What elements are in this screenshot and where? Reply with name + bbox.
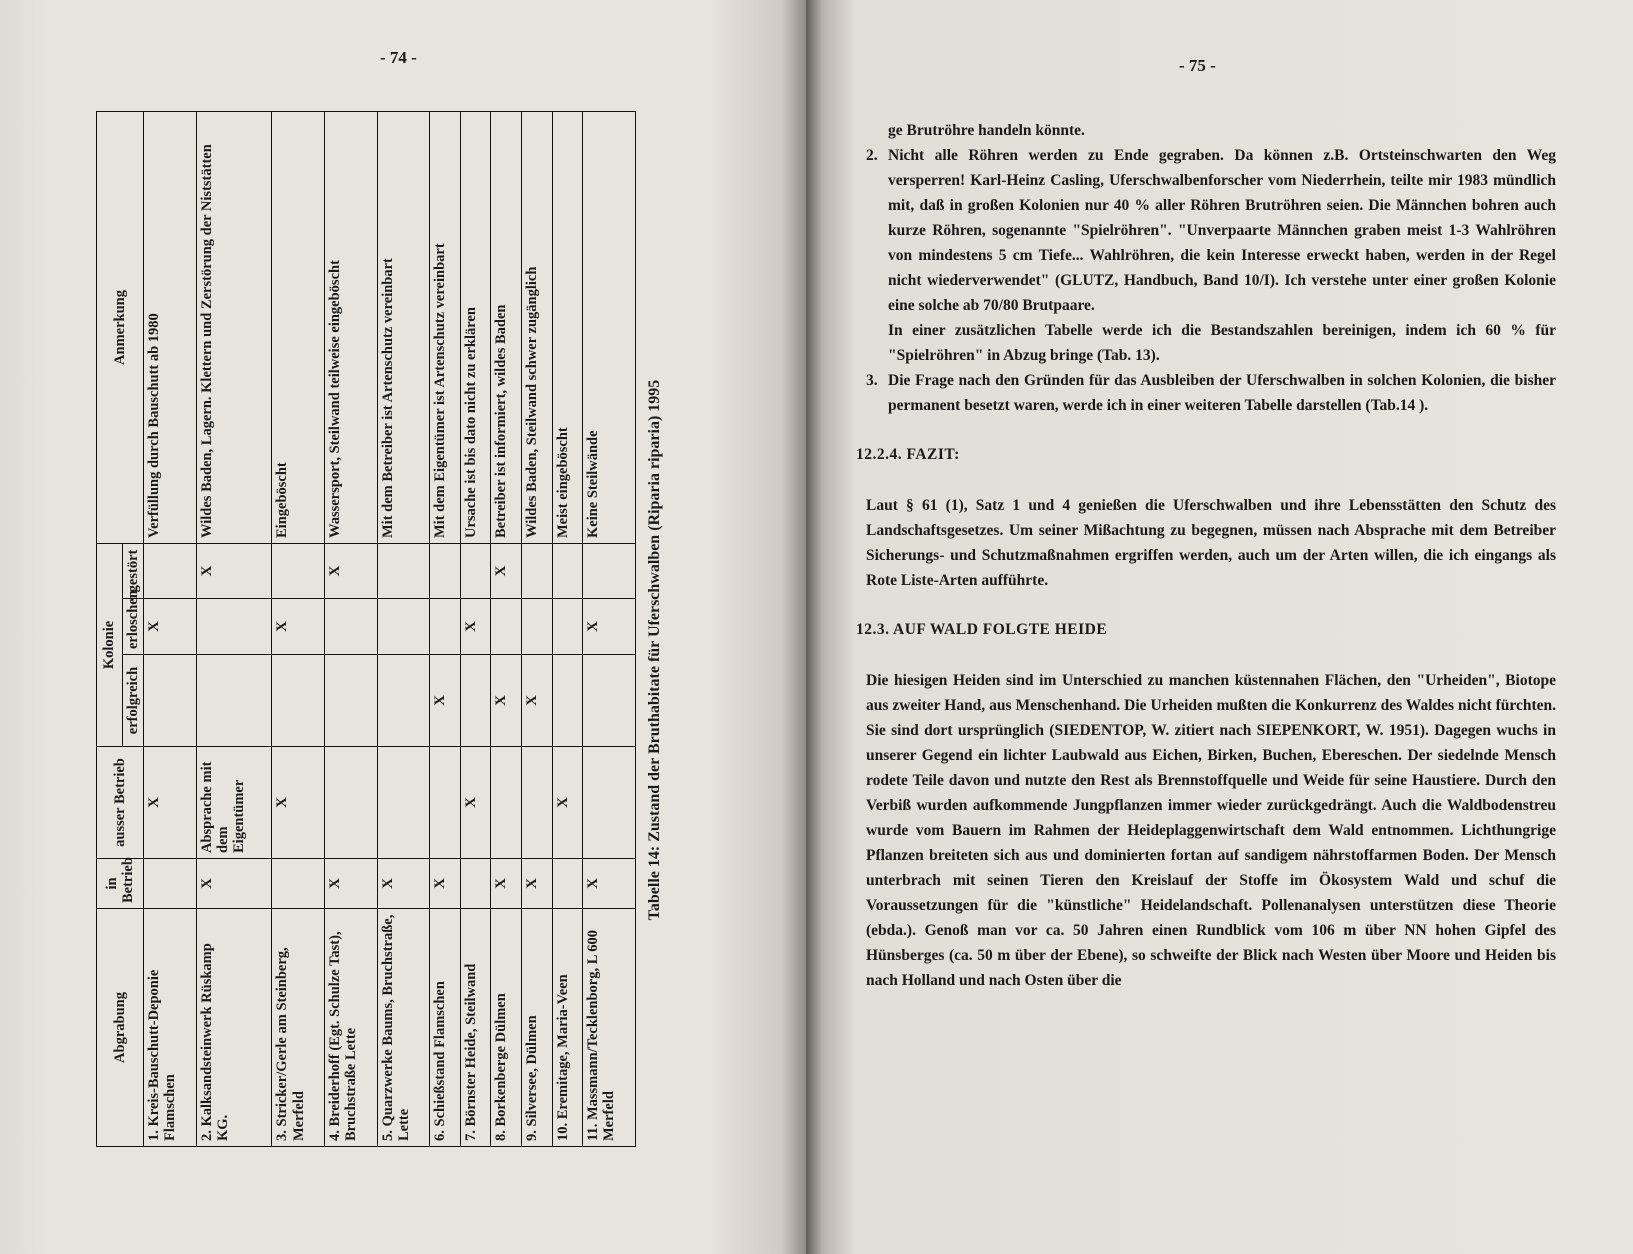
- ausser-betrieb-cell: [377, 747, 430, 859]
- gestoert-cell: X: [196, 544, 271, 599]
- table-row: [491, 112, 522, 1147]
- fazit-paragraph: Laut § 61 (1), Satz 1 und 4 genießen die Uferschwalben und ihre Lebensstätten den Schutz des Landschaftsgesetzes. Um seiner Mißachtung zu begegnen, müssen nach Absprache mit dem Betreiber Sicherungs- und Schutzmaßnahmen ergriffen werden, auch um der Arten willen, die ich eingangs als Rote Liste-Arten aufführte.: [866, 497, 1556, 589]
- in-betrieb-cell: [144, 859, 197, 909]
- in-betrieb-cell: X: [377, 859, 430, 909]
- header-abgrabung: Abgrabung: [97, 909, 144, 1147]
- ausser-betrieb-cell: [522, 747, 553, 859]
- abgrabung-cell: 9. Silversee, Dülmen: [522, 909, 553, 1147]
- erfolgreich-cell: [272, 655, 325, 747]
- ausser-betrieb-cell: [324, 747, 377, 859]
- abgrabung-cell: 1. Kreis-Bauschutt-Deponie Flamschen: [144, 909, 197, 1147]
- gestoert-cell: [377, 544, 430, 599]
- erloschen-cell: [196, 599, 271, 655]
- abgrabung-cell: 6. Schießstand Flamschen: [430, 909, 461, 1147]
- erloschen-cell: [377, 599, 430, 655]
- habitat-table: [96, 111, 636, 1147]
- anmerkung-cell: Mit dem Betreiber ist Artenschutz vereinbart: [377, 112, 430, 544]
- erloschen-cell: [491, 599, 522, 655]
- anmerkung-cell: Betreiber ist informiert, wildes Baden: [491, 112, 522, 544]
- ausser-betrieb-cell: X: [460, 747, 491, 859]
- erloschen-cell: [430, 599, 461, 655]
- ausser-betrieb-cell: [491, 747, 522, 859]
- table-row: [583, 112, 636, 1147]
- abgrabung-cell: 3. Stricker/Gerle am Steinberg, Merfeld: [272, 909, 325, 1147]
- ausser-betrieb-cell: X: [552, 747, 583, 859]
- heading-heide: 12.3. AUF WALD FOLGTE HEIDE: [856, 621, 1108, 638]
- table-row: [144, 112, 197, 1147]
- erloschen-cell: X: [272, 599, 325, 655]
- gestoert-cell: [583, 544, 636, 599]
- table-row: [552, 112, 583, 1147]
- table-row: [272, 112, 325, 1147]
- gestoert-cell: [144, 544, 197, 599]
- abgrabung-cell: 5. Quarzwerke Baums, Bruchstraße, Lette: [377, 909, 430, 1147]
- list-item-2: [866, 143, 1556, 368]
- intro-line: ge Brutröhre handeln könnte.: [888, 122, 1085, 139]
- erloschen-cell: X: [144, 599, 197, 655]
- right-page: [806, 0, 1633, 1254]
- anmerkung-cell: Eingeböscht: [272, 112, 325, 544]
- header-ausser-betrieb: ausser Betrieb: [97, 747, 144, 859]
- in-betrieb-cell: X: [491, 859, 522, 909]
- table-row: [196, 112, 271, 1147]
- erfolgreich-cell: [377, 655, 430, 747]
- ausser-betrieb-cell: Absprache mit dem Eigentümer: [196, 747, 271, 859]
- header-kolonie: Kolonie: [97, 544, 123, 747]
- in-betrieb-cell: X: [583, 859, 636, 909]
- table-row: [460, 112, 491, 1147]
- gestoert-cell: [430, 544, 461, 599]
- erloschen-cell: [522, 599, 553, 655]
- left-page: [0, 0, 806, 1254]
- erfolgreich-cell: [324, 655, 377, 747]
- table-row: [377, 112, 430, 1147]
- ausser-betrieb-cell: X: [272, 747, 325, 859]
- anmerkung-cell: Mit dem Eigentümer ist Artenschutz vereinbart: [430, 112, 461, 544]
- list-item-2-continuation: In einer zusätzlichen Tabelle werde ich die Bestandszahlen bereinigen, indem ich 60 % für "Spielröhren" in Abzug bringe (Tab. 13).: [888, 322, 1556, 364]
- in-betrieb-cell: X: [196, 859, 271, 909]
- erloschen-cell: [552, 599, 583, 655]
- gestoert-cell: X: [491, 544, 522, 599]
- in-betrieb-cell: [460, 859, 491, 909]
- list-item-2-text: Nicht alle Röhren werden zu Ende gegraben. Da können z.B. Ortsteinschwarten den Weg versperren! Karl-Heinz Casling, Uferschwalbenforscher vom Niederrhein, teilte mir 1983 mündlich mit, daß in großen Kolonien nur 40 % aller Röhren Brutröhren seien. Die Männchen bohren auch kurze Röhren, sogenannte "Spielröhren". "Unverpaarte Männchen graben meist 1-3 Wahlröhren von mindestens 5 cm Tiefe... Wahlröhren, die kein Interesse erweckt haben, werden in der Regel nicht wiederverwendet" (GLUTZ, Handbuch, Band 10/I). Ich verstehe unter einer großen Kolonie eine solche ab 70/80 Brutpaare.: [888, 147, 1556, 314]
- gestoert-cell: [552, 544, 583, 599]
- abgrabung-cell: 11. Massmann/Tecklenborg, L 600 Merfeld: [583, 909, 636, 1147]
- page-number-left: - 74 -: [380, 48, 417, 67]
- erfolgreich-cell: X: [522, 655, 553, 747]
- header-erloschen: erloschen: [123, 599, 144, 655]
- in-betrieb-cell: X: [324, 859, 377, 909]
- anmerkung-cell: Meist eingeböscht: [552, 112, 583, 544]
- abgrabung-cell: 8. Borkenberge Dülmen: [491, 909, 522, 1147]
- table-caption-text: Tabelle 14: Zustand der Bruthabitate für Uferschwalben (Riparia riparia) 1995: [646, 379, 663, 921]
- ausser-betrieb-cell: X: [144, 747, 197, 859]
- list-number-3: 3.: [866, 372, 878, 389]
- table-caption: [646, 340, 686, 960]
- heide-paragraph: Die hiesigen Heiden sind im Unterschied zu manchen küstennahen Flächen, den "Urheiden", Biotope aus zweiter Hand, aus Menschenhand. Die Urheiden mußten die Konkurrenz des Waldes nicht fürchten. Sie sind dort ursprünglich (SIEDENTOP, W. zitiert nach SIEPENKORT, W. 1951). Dagegen wuchs in unserer Gegend ein lichter Laubwald aus Eichen, Birken, Buchen, Ebereschen. Der siedelnde Mensch rodete Teile davon und nutzte den Rest als Brennstoffquelle und Weide für seine Haustiere. Durch den Verbiß wurden aufkommende Jungpflanzen immer wieder zurückgedrängt. Auch die Waldbodenstreu wurde vom Bauern im Rahmen der Heideplaggenwirtschaft dem Wald entnommen. Lichthungrige Pflanzen breiteten sich aus und dominierten fortan auf sandigem nährstoffarmen Boden. Der Mensch unterbrach mit seinen Tieren den Kreislauf der Stoffe im Ökosystem Wald und schuf die Voraussetzungen für die "künstliche" Heidelandschaft. Pollenanalysen unterstützen diese Theorie (ebda.). Genoß man vor ca. 50 Jahren einen Rundblick vom 106 m über NN hohen Gipfel des Hünsberges (ca. 50 m über der Ebene), so schweifte der Blick nach Westen über Moore und Heiden bis nach Holland und nach Osten über die: [866, 672, 1556, 989]
- anmerkung-cell: Verfüllung durch Bauschutt ab 1980: [144, 112, 197, 544]
- gestoert-cell: X: [324, 544, 377, 599]
- abgrabung-cell: 4. Breiderhoff (Egt. Schulze Tast), Bruchstraße Lette: [324, 909, 377, 1147]
- erfolgreich-cell: X: [430, 655, 461, 747]
- erfolgreich-cell: [144, 655, 197, 747]
- header-erfolgreich: erfolgreich: [123, 655, 144, 747]
- anmerkung-cell: Wildes Baden, Lagern. Klettern und Zerstörung der Niststätten: [196, 112, 271, 544]
- gestoert-cell: [522, 544, 553, 599]
- list-number-2: 2.: [866, 147, 878, 164]
- anmerkung-cell: Keine Steilwände: [583, 112, 636, 544]
- erloschen-cell: [324, 599, 377, 655]
- erfolgreich-cell: [552, 655, 583, 747]
- gestoert-cell: [460, 544, 491, 599]
- erfolgreich-cell: [460, 655, 491, 747]
- anmerkung-cell: Wassersport, Steilwand teilweise eingeböscht: [324, 112, 377, 544]
- page-number-right: - 75 -: [1179, 56, 1216, 75]
- body-text: [856, 118, 1556, 993]
- in-betrieb-cell: [272, 859, 325, 909]
- abgrabung-cell: 10. Eremitage, Maria-Veen: [552, 909, 583, 1147]
- ausser-betrieb-cell: [583, 747, 636, 859]
- table-row: [522, 112, 553, 1147]
- in-betrieb-cell: X: [430, 859, 461, 909]
- list-item-3-text: Die Frage nach den Gründen für das Ausbleiben der Uferschwalben in solchen Kolonien, die bisher permanent besetzt waren, werde ich in einer weiteren Tabelle darstellen (Tab.14 ).: [888, 372, 1556, 414]
- anmerkung-cell: Ursache ist bis dato nicht zu erklären: [460, 112, 491, 544]
- list-item-3: [866, 368, 1556, 418]
- ausser-betrieb-cell: [430, 747, 461, 859]
- erloschen-cell: X: [460, 599, 491, 655]
- anmerkung-cell: Wildes Baden, Steilwand schwer zugänglich: [522, 112, 553, 544]
- in-betrieb-cell: X: [522, 859, 553, 909]
- in-betrieb-cell: [552, 859, 583, 909]
- heading-fazit: 12.2.4. FAZIT:: [856, 446, 960, 463]
- header-anmerkung: Anmerkung: [97, 112, 144, 544]
- abgrabung-cell: 2. Kalksandsteinwerk Rüskamp KG.: [196, 909, 271, 1147]
- erfolgreich-cell: X: [491, 655, 522, 747]
- erfolgreich-cell: [583, 655, 636, 747]
- erloschen-cell: X: [583, 599, 636, 655]
- abgrabung-cell: 7. Börnster Heide, Steilwand: [460, 909, 491, 1147]
- table-body: [144, 112, 636, 1147]
- table-row: [324, 112, 377, 1147]
- table-row: [430, 112, 461, 1147]
- header-gestoert: gestört: [123, 544, 144, 599]
- table-container: [96, 112, 636, 1147]
- erfolgreich-cell: [196, 655, 271, 747]
- gestoert-cell: [272, 544, 325, 599]
- header-in-betrieb: in Betrieb: [97, 859, 144, 909]
